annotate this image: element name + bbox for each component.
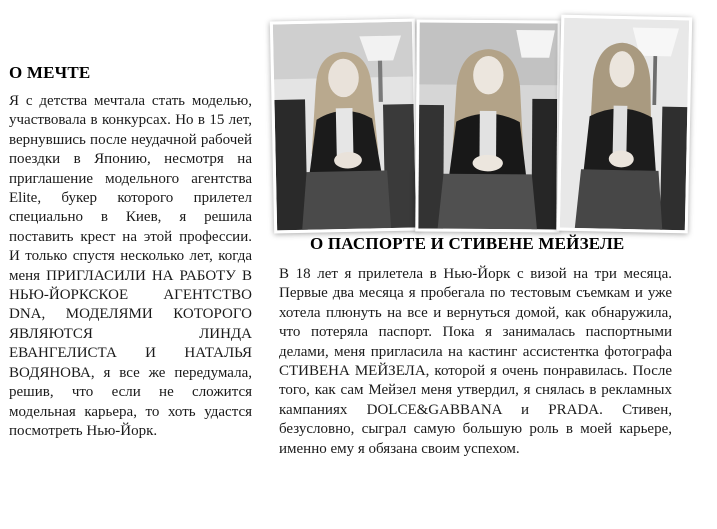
section-passport-text: В 18 лет я прилетела в Нью-Йорк с визой на три месяца. Первые два месяца я пробегала по тестовым съемкам и уже хотела плюнуть на все и вернуться домой, как обнаружила, что потеряла паспорт. Пока я занималась паспортными делами, меня пригласила на кастинг ассистентка фотографа СТИВЕНА МЕЙЗЕЛА, которой я очень понравилась. После того, как сам Мейзел меня утвердил, я снялась в рекламных кампаниях DOLCE&GABBANA и PRADA. Стивен, безусловно, сыграл самую большую роль в моей карьере, именно ему я обязана своим успехом.	[279, 266, 672, 457]
model-photo-3-image	[560, 18, 689, 231]
model-photo-2-image	[418, 23, 557, 230]
model-photo-1-image	[273, 22, 416, 231]
section-dream-text: Я с детства мечтала стать моделью, участвовала в конкурсах. Но в 15 лет, вернувшись после неудачной рабочей поездки в Японию, несмотря на приглашение модельного агентства Elite, букер которого прилетел специально в Киев, я решила поставить крест на этой профессии. И только спустя несколько лет, когда меня ПРИГЛАСИЛИ НА РАБОТУ В НЬЮ-ЙОРКСКОЕ АГЕНТСТВО DNA, МОДЕЛЯМИ КОТОРОГО ЯВЛЯЮТСЯ ЛИНДА ЕВАНГЕЛИСТА И НАТАЛЬЯ ВОДЯНОВА, я все же передумала, решив, что если не сложится модельная карьера, то хоть удастся посмотреть Нью-Йорк.	[9, 93, 252, 439]
section-passport-title: О ПАСПОРТЕ И СТИВЕНЕ МЕЙЗЕЛЕ	[310, 234, 625, 253]
model-photo-1	[270, 19, 419, 234]
model-photo-3	[557, 15, 692, 234]
section-dream-title: О МЕЧТЕ	[9, 63, 91, 82]
model-photo-2	[415, 19, 560, 232]
